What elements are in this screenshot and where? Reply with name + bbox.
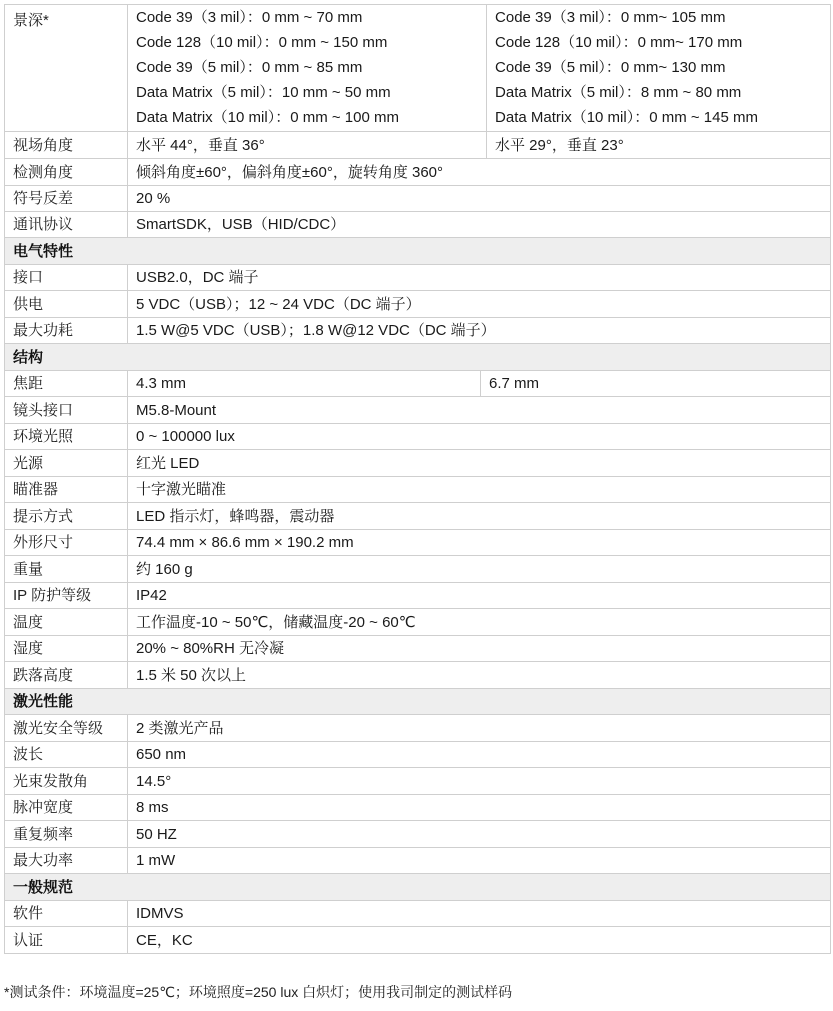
depth-left-line: Code 39（5 mil）：0 mm ~ 85 mm xyxy=(136,59,363,76)
row-label: 脉冲宽度 xyxy=(5,795,128,821)
row-value: CE，KC xyxy=(128,927,831,954)
row-value: 650 nm xyxy=(128,742,831,768)
row-focal xyxy=(5,371,831,397)
depth-right-line: Code 39（5 mil）：0 mm~ 130 mm xyxy=(495,59,726,76)
section-title: 激光性能 xyxy=(5,689,831,715)
table-row xyxy=(5,159,831,186)
row-label: 激光安全等级 xyxy=(5,715,128,742)
row-value: 20% ~ 80%RH 无冷凝 xyxy=(128,636,831,662)
section-header-electrical xyxy=(5,238,831,265)
section-header-general xyxy=(5,874,831,901)
table-row xyxy=(5,901,831,927)
row-value: M5.8-Mount xyxy=(128,397,831,424)
row-value: 2 类激光产品 xyxy=(128,715,831,742)
row-label: IP 防护等级 xyxy=(5,583,128,609)
row-value: 倾斜角度±60°，偏斜角度±60°，旋转角度 360° xyxy=(128,159,831,186)
table-row xyxy=(5,609,831,636)
section-header-laser xyxy=(5,689,831,715)
row-label: 最大功率 xyxy=(5,848,128,874)
row-value: 74.4 mm × 86.6 mm × 190.2 mm xyxy=(128,530,831,556)
depth-left-line: Data Matrix（10 mil）：0 mm ~ 100 mm xyxy=(136,109,399,126)
depth-left-line: Code 39（3 mil）：0 mm ~ 70 mm xyxy=(136,9,363,26)
table-row xyxy=(5,477,831,503)
row-value: SmartSDK，USB（HID/CDC） xyxy=(128,212,831,238)
table-row xyxy=(5,848,831,874)
row-label: 湿度 xyxy=(5,636,128,662)
table-row xyxy=(5,742,831,768)
row-label: 焦距 xyxy=(5,371,128,397)
table-row xyxy=(5,318,831,344)
depth-right-line: Code 39（3 mil）：0 mm~ 105 mm xyxy=(495,9,726,26)
row-depth xyxy=(5,5,831,132)
section-header-structure xyxy=(5,344,831,371)
row-value: 1.5 米 50 次以上 xyxy=(128,662,831,689)
table-row xyxy=(5,291,831,318)
table-row xyxy=(5,795,831,821)
table-row xyxy=(5,583,831,609)
row-label: 软件 xyxy=(5,901,128,927)
row-label: 检测角度 xyxy=(5,159,128,186)
row-label: 外形尺寸 xyxy=(5,530,128,556)
row-label: 光源 xyxy=(5,450,128,477)
table-row xyxy=(5,397,831,424)
row-value: IDMVS xyxy=(128,901,831,927)
depth-left-cell xyxy=(128,5,487,132)
row-label: 符号反差 xyxy=(5,186,128,212)
row-value: 1 mW xyxy=(128,848,831,874)
table-row xyxy=(5,556,831,583)
row-label: 瞄准器 xyxy=(5,477,128,503)
table-row xyxy=(5,265,831,291)
row-value: USB2.0，DC 端子 xyxy=(128,265,831,291)
section-title: 电气特性 xyxy=(5,238,831,265)
row-value: 0 ~ 100000 lux xyxy=(128,424,831,450)
row-label: 景深* xyxy=(5,5,128,132)
row-label: 环境光照 xyxy=(5,424,128,450)
fov-right-cell: 水平 29°，垂直 23° xyxy=(487,132,831,159)
row-label: 最大功耗 xyxy=(5,318,128,344)
table-row xyxy=(5,927,831,954)
table-row xyxy=(5,186,831,212)
table-row xyxy=(5,503,831,530)
table-row xyxy=(5,636,831,662)
focal-left-cell: 4.3 mm xyxy=(128,371,481,397)
table-row xyxy=(5,212,831,238)
row-label: 接口 xyxy=(5,265,128,291)
section-title: 结构 xyxy=(5,344,831,371)
row-value: IP42 xyxy=(128,583,831,609)
row-label: 通讯协议 xyxy=(5,212,128,238)
row-fov xyxy=(5,132,831,159)
depth-right-line: Data Matrix（10 mil）：0 mm ~ 145 mm xyxy=(495,109,758,126)
depth-right-line: Data Matrix（5 mil）：8 mm ~ 80 mm xyxy=(495,84,742,101)
row-value: 8 ms xyxy=(128,795,831,821)
table-row xyxy=(5,530,831,556)
row-value: LED 指示灯，蜂鸣器，震动器 xyxy=(128,503,831,530)
fov-left-cell: 水平 44°，垂直 36° xyxy=(128,132,487,159)
row-value: 十字激光瞄准 xyxy=(128,477,831,503)
row-label: 认证 xyxy=(5,927,128,954)
table-row xyxy=(5,662,831,689)
section-title: 一般规范 xyxy=(5,874,831,901)
row-value: 50 HZ xyxy=(128,821,831,848)
row-label: 温度 xyxy=(5,609,128,636)
table-row xyxy=(5,821,831,848)
row-label: 供电 xyxy=(5,291,128,318)
row-label: 提示方式 xyxy=(5,503,128,530)
row-label: 重量 xyxy=(5,556,128,583)
row-value: 5 VDC（USB）；12 ~ 24 VDC（DC 端子） xyxy=(128,291,831,318)
table-row xyxy=(5,424,831,450)
depth-right-line: Code 128（10 mil）：0 mm~ 170 mm xyxy=(495,34,743,51)
row-label: 镜头接口 xyxy=(5,397,128,424)
row-label: 光束发散角 xyxy=(5,768,128,795)
row-value: 工作温度-10 ~ 50℃，储藏温度-20 ~ 60℃ xyxy=(128,609,831,636)
row-value: 1.5 W@5 VDC（USB）；1.8 W@12 VDC（DC 端子） xyxy=(128,318,831,344)
depth-left-line: Code 128（10 mil）：0 mm ~ 150 mm xyxy=(136,34,388,51)
row-value: 14.5° xyxy=(128,768,831,795)
footnote: *测试条件：环境温度=25℃；环境照度=250 lux 白炽灯；使用我司制定的测试样码 xyxy=(4,984,513,1000)
table-row xyxy=(5,450,831,477)
depth-right-cell xyxy=(487,5,831,132)
depth-left-line: Data Matrix（5 mil）：10 mm ~ 50 mm xyxy=(136,84,391,101)
row-value: 约 160 g xyxy=(128,556,831,583)
row-label: 视场角度 xyxy=(5,132,128,159)
table-row xyxy=(5,768,831,795)
focal-right-cell: 6.7 mm xyxy=(481,371,831,397)
row-value: 红光 LED xyxy=(128,450,831,477)
row-label: 跌落高度 xyxy=(5,662,128,689)
row-label: 波长 xyxy=(5,742,128,768)
table-row xyxy=(5,715,831,742)
row-label: 重复频率 xyxy=(5,821,128,848)
spec-table xyxy=(4,4,831,954)
row-value: 20 % xyxy=(128,186,831,212)
